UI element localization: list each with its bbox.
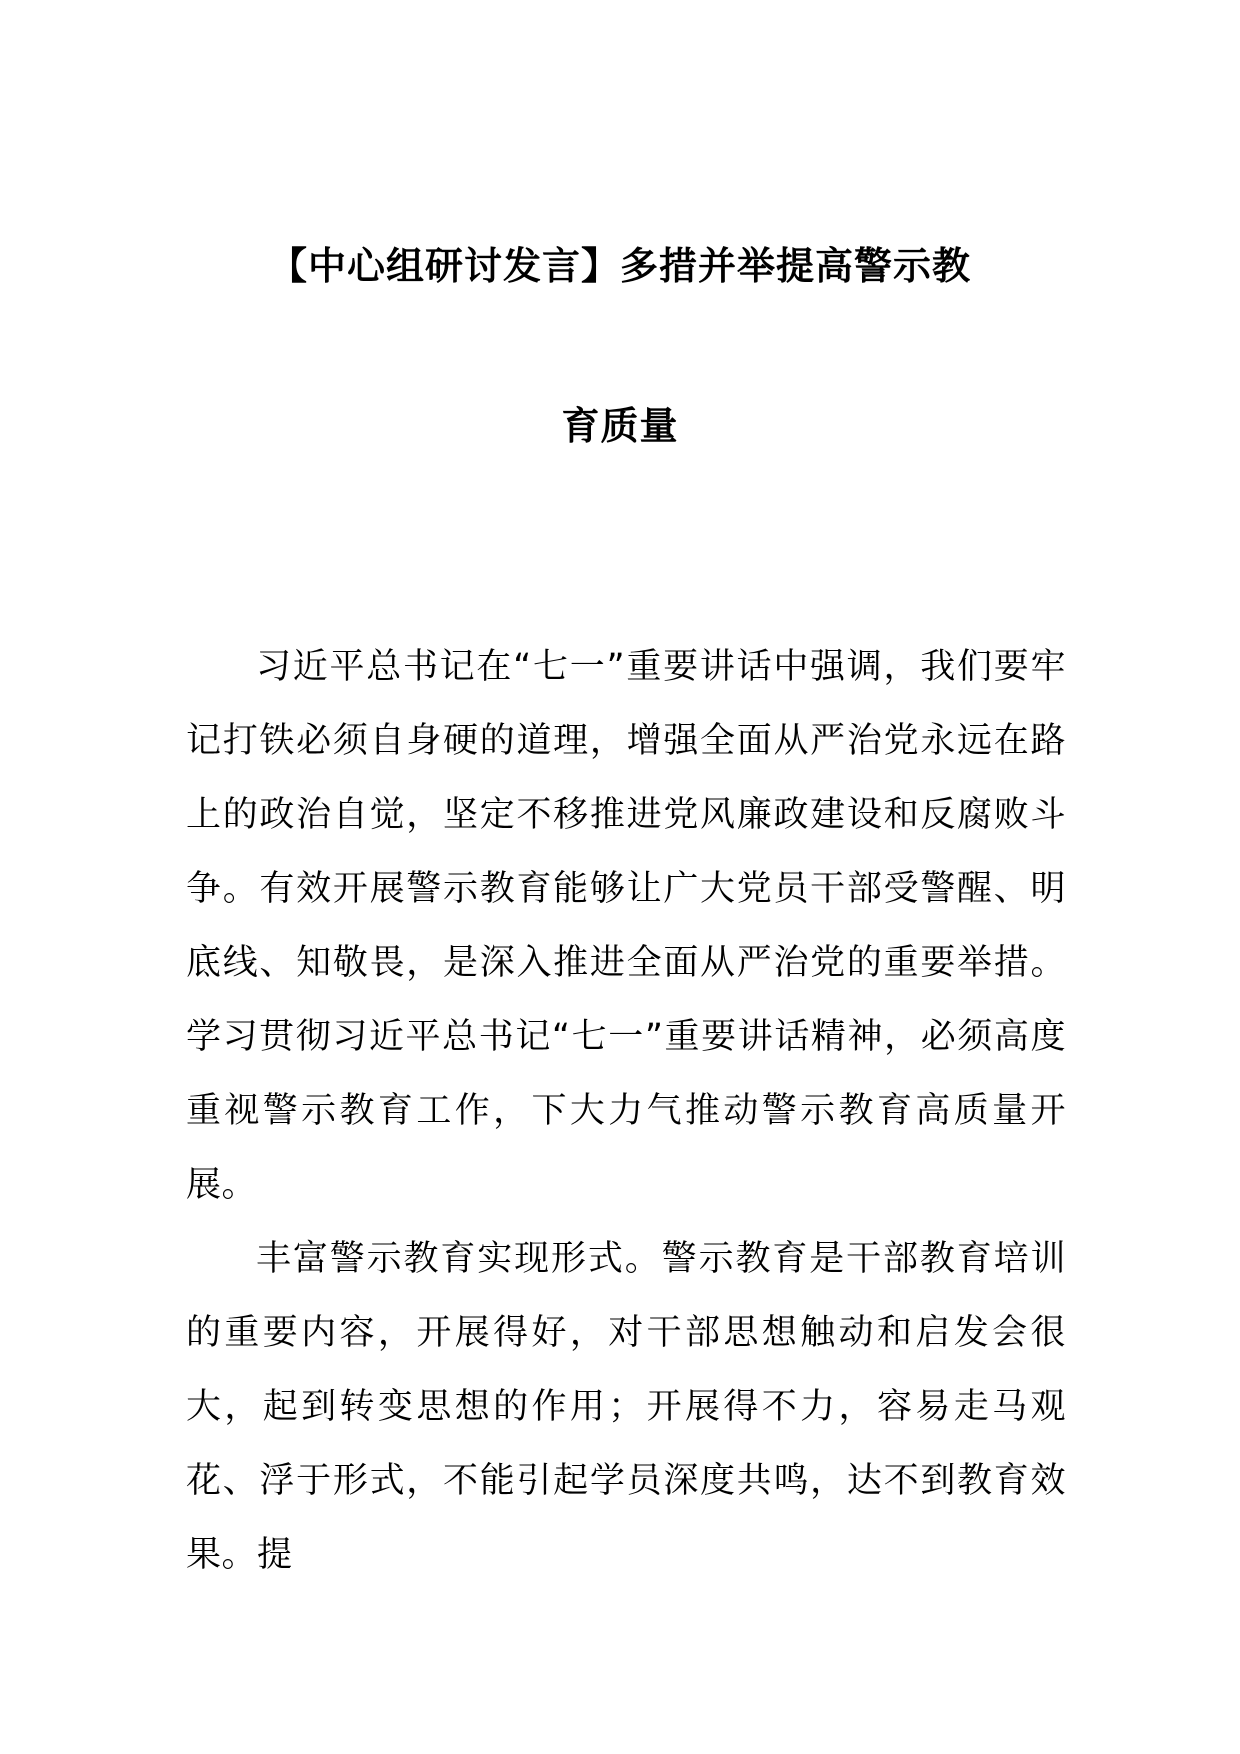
title-line-1: 【中心组研讨发言】多措并举提高警示教 xyxy=(268,244,971,288)
paragraph-1: 习近平总书记在“七一”重要讲话中强调，我们要牢记打铁必须自身硬的道理，增强全面从严治党永远在路上的政治自觉，坚定不移推进党风廉政建设和反腐败斗争。有效开展警示教育能够让广大党员干部受警醒、明底线、知敬畏，是深入推进全面从严治党的重要举措。学习贯彻习近平总书记“七一”重要讲话精神，必须高度重视警示教育工作，下大力气推动警示教育高质量开展。 xyxy=(186,647,1066,1205)
title-line-2: 育质量 xyxy=(561,404,679,448)
document-title xyxy=(150,186,1090,506)
paragraph-2: 丰富警示教育实现形式。警示教育是干部教育培训的重要内容，开展得好，对干部思想触动和启发会很大，起到转变思想的作用；开展得不力，容易走马观花、浮于形式，不能引起学员深度共鸣，达不到教育效果。提 xyxy=(186,1239,1066,1575)
document-body xyxy=(186,630,1066,1592)
